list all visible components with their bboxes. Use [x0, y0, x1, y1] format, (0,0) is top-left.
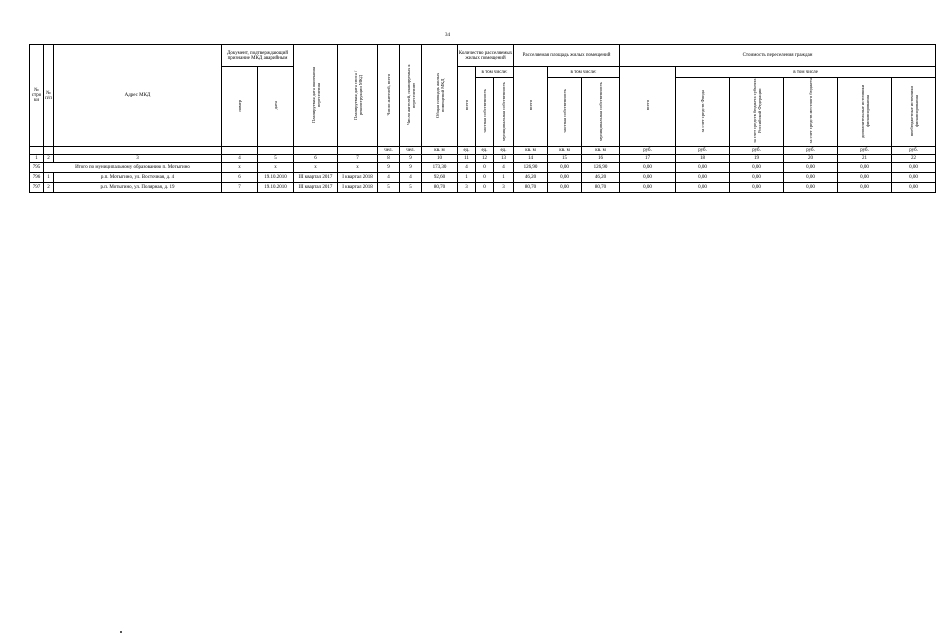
unit-cell: руб.: [676, 147, 730, 155]
col-number: 14: [514, 155, 548, 163]
cell: 5: [400, 183, 422, 193]
total-row: [30, 163, 936, 173]
header-planned-end: Планируемая дата окончания переселения: [294, 45, 338, 147]
header-row: [30, 45, 936, 67]
unit-cell: кв. м: [422, 147, 458, 155]
header-cost: Стоимость переселения граждан: [620, 45, 936, 67]
unit-blank: [338, 147, 378, 155]
row-address: р.п. Мотыгино, ул. Полярная, д. 19: [54, 183, 222, 193]
cell: 126,90: [582, 163, 620, 173]
cell: III квартал 2017: [294, 183, 338, 193]
col-number: 18: [676, 155, 730, 163]
unit-blank: [54, 147, 222, 155]
unit-blank: [222, 147, 258, 155]
cell: 4: [458, 163, 476, 173]
cell: 80,70: [422, 183, 458, 193]
unit-blank: [294, 147, 338, 155]
col-number: 21: [838, 155, 892, 163]
header-cost-excess: внебюджетные источники финансирования: [892, 78, 936, 147]
cell: 0,00: [784, 173, 838, 183]
cell: 19.10.2010: [258, 173, 294, 183]
col-number: 4: [222, 155, 258, 163]
cell: 9: [400, 163, 422, 173]
cell: 0,00: [676, 173, 730, 183]
header-row-num: № стро ки: [30, 45, 44, 147]
cell: 0,00: [730, 163, 784, 173]
header-document: Документ, подтверждающий признание МКД аварийным: [222, 45, 294, 67]
col-number: 12: [476, 155, 494, 163]
col-number: 1: [30, 155, 44, 163]
header-count-municipal: муниципальная собственность: [494, 78, 514, 147]
cell: 0,00: [838, 183, 892, 193]
row-address: р.п. Мотыгино, ул. Восточная, д. 4: [54, 173, 222, 183]
cell: x: [258, 163, 294, 173]
header-doc-number: номер: [222, 67, 258, 147]
unit-cell: руб.: [620, 147, 676, 155]
cell: III квартал 2017: [294, 173, 338, 183]
header-planned-demolition: Планируемая дата сноса / реконструкции МКД: [338, 45, 378, 147]
unit-cell: кв. м: [582, 147, 620, 155]
unit-cell: ед.: [476, 147, 494, 155]
scan-speck: [120, 631, 122, 633]
cell: 0,00: [548, 183, 582, 193]
header-count-incl: в том числе:: [476, 67, 514, 78]
col-number: 9: [400, 155, 422, 163]
cell: x: [338, 163, 378, 173]
cell: 80,70: [514, 183, 548, 193]
cell: 5: [378, 183, 400, 193]
row-number: 796: [30, 173, 44, 183]
cell: 4: [494, 163, 514, 173]
cell: 126,90: [514, 163, 548, 173]
cell: 9: [378, 163, 400, 173]
cell: I квартал 2018: [338, 173, 378, 183]
row-number: 795: [30, 163, 44, 173]
cell: 0,00: [838, 163, 892, 173]
header-cost-extra: дополнительные источники финансирования: [838, 78, 892, 147]
unit-cell: ед.: [494, 147, 514, 155]
cell: 0,00: [892, 173, 936, 183]
cell: 7: [222, 183, 258, 193]
cell: 0,00: [676, 183, 730, 193]
cell: 0,00: [892, 163, 936, 173]
header-residents: Число жителей, всего: [378, 45, 400, 147]
col-number: 2: [44, 155, 54, 163]
unit-cell: руб.: [838, 147, 892, 155]
col-number: 7: [338, 155, 378, 163]
unit-cell: руб.: [730, 147, 784, 155]
cell: 0,00: [784, 183, 838, 193]
resettlement-table: [29, 44, 936, 193]
cell: 4: [400, 173, 422, 183]
cell: 0: [476, 183, 494, 193]
cell: 46,20: [514, 173, 548, 183]
cell: 0,00: [784, 163, 838, 173]
cell: 1: [458, 173, 476, 183]
cell: x: [294, 163, 338, 173]
unit-cell: ед.: [458, 147, 476, 155]
cell: 19.10.2010: [258, 183, 294, 193]
header-count-resettled: Количество расселяемых жилых помещений: [458, 45, 514, 67]
cell: 92,60: [422, 173, 458, 183]
header-area-municipal: муниципальная собственность: [582, 78, 620, 147]
header-cost-total: всего: [620, 67, 676, 147]
cell: 0,00: [676, 163, 730, 173]
col-number: 8: [378, 155, 400, 163]
header-doc-date: дата: [258, 67, 294, 147]
cell: 0,00: [730, 173, 784, 183]
header-cost-incl: в том числе: [676, 67, 936, 78]
col-number: 10: [422, 155, 458, 163]
unit-blank: [258, 147, 294, 155]
cell: 173,30: [422, 163, 458, 173]
col-number: 13: [494, 155, 514, 163]
col-number: 11: [458, 155, 476, 163]
header-address: Адрес МКД: [54, 45, 222, 147]
header-cost-local: за счет средств местного бюджета: [784, 78, 838, 147]
col-number: 5: [258, 155, 294, 163]
cell: 0,00: [620, 163, 676, 173]
cell: 0,00: [620, 183, 676, 193]
cell: 4: [378, 173, 400, 183]
col-number: 3: [54, 155, 222, 163]
col-number: 19: [730, 155, 784, 163]
header-area-resettled: Расселяемая площадь жилых помещений: [514, 45, 620, 67]
cell: 0,00: [620, 173, 676, 183]
header-count-total: всего: [458, 67, 476, 147]
header-residents-planned: Число жителей, планируемых к переселению: [400, 45, 422, 147]
cell: 80,70: [582, 183, 620, 193]
header-area-total: всего: [514, 67, 548, 147]
row-pp: 1: [44, 173, 54, 183]
unit-cell: руб.: [892, 147, 936, 155]
cell: 0: [476, 173, 494, 183]
header-total-area: Общая площадь жилых помещений МКД: [422, 45, 458, 147]
cell: 3: [458, 183, 476, 193]
cell: x: [222, 163, 258, 173]
table-row: [30, 173, 936, 183]
unit-blank: [44, 147, 54, 155]
table-row: [30, 183, 936, 193]
header-cost-fund: за счет средств Фонда: [676, 78, 730, 147]
header-pp: № п/п: [44, 45, 54, 147]
cell: 0,00: [892, 183, 936, 193]
row-number: 797: [30, 183, 44, 193]
cell: 3: [494, 183, 514, 193]
unit-cell: кв. м: [514, 147, 548, 155]
cell: I квартал 2018: [338, 183, 378, 193]
cell: 0: [476, 163, 494, 173]
cell: 46,20: [582, 173, 620, 183]
header-area-incl: в том числе:: [548, 67, 620, 78]
unit-cell: чел.: [400, 147, 422, 155]
col-number: 22: [892, 155, 936, 163]
cell: 0,00: [548, 173, 582, 183]
page-number: 34: [445, 33, 450, 38]
cell: 0,00: [730, 183, 784, 193]
unit-cell: руб.: [784, 147, 838, 155]
col-number: 20: [784, 155, 838, 163]
units-row: [30, 147, 936, 155]
cell: 1: [494, 173, 514, 183]
header-count-private: частная собственность: [476, 78, 494, 147]
column-numbers-row: [30, 155, 936, 163]
col-number: 15: [548, 155, 582, 163]
total-label: Итого по муниципальному образованию п. Мотыгино: [44, 163, 222, 173]
col-number: 6: [294, 155, 338, 163]
unit-cell: чел.: [378, 147, 400, 155]
row-pp: 2: [44, 183, 54, 193]
unit-cell: кв. м: [548, 147, 582, 155]
col-number: 16: [582, 155, 620, 163]
header-cost-subject: за счет средств бюджета субъекта Российской Федерации: [730, 78, 784, 147]
col-number: 17: [620, 155, 676, 163]
cell: 0,00: [838, 173, 892, 183]
header-area-private: частная собственность: [548, 78, 582, 147]
cell: 6: [222, 173, 258, 183]
cell: 0,00: [548, 163, 582, 173]
unit-blank: [30, 147, 44, 155]
